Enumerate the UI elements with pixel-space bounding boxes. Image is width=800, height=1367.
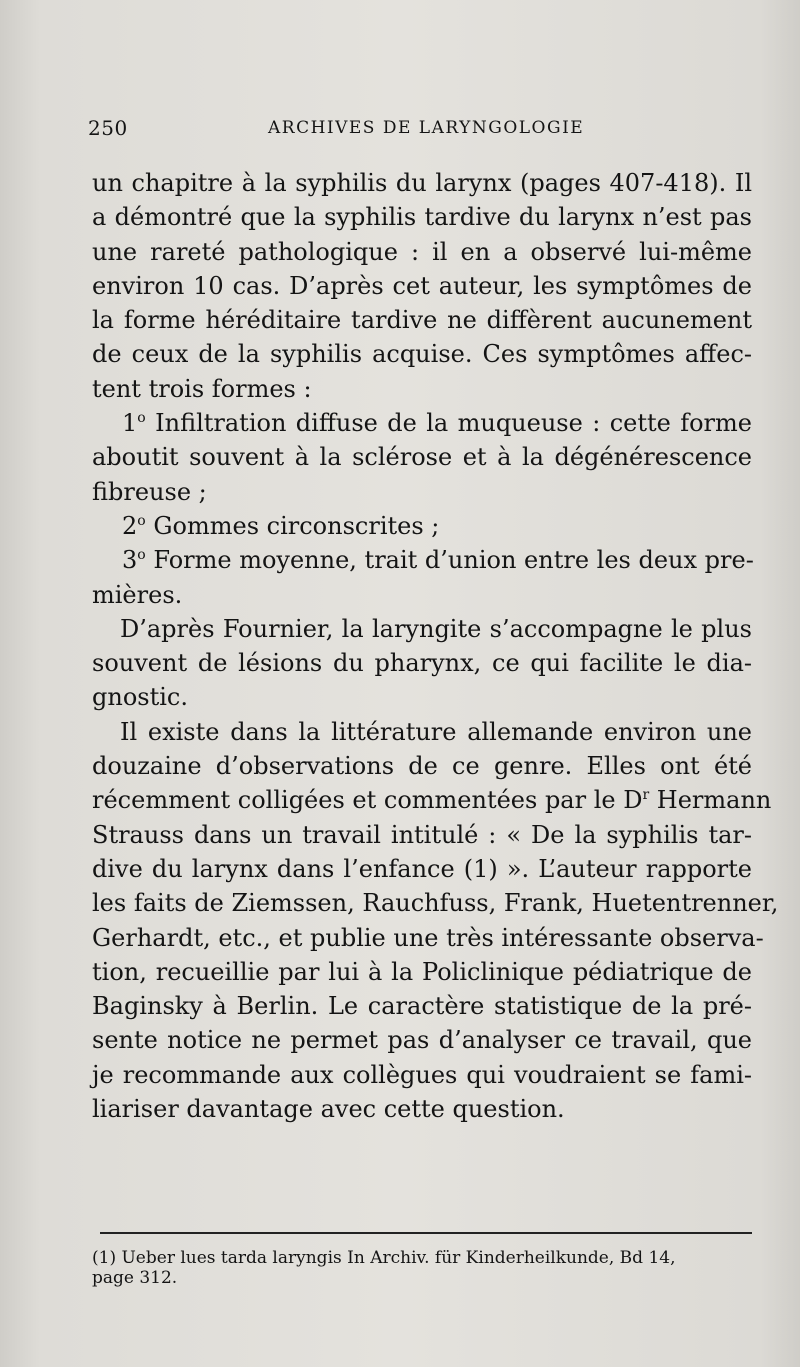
text-line: de ceux de la syphilis acquise. Ces symptômes affec- bbox=[92, 340, 752, 369]
text-line bbox=[92, 783, 772, 817]
text-segment: récemment colligées et commentées par le D bbox=[92, 786, 643, 815]
page-number: 250 bbox=[88, 116, 128, 140]
text-line: douzaine d’observations de ce genre. Elles ont été bbox=[92, 752, 752, 781]
running-title: ARCHIVES DE LARYNGOLOGIE bbox=[268, 118, 585, 138]
list-text: Forme moyenne, trait d’union entre les deux pre- bbox=[153, 546, 754, 575]
list-number: 1 bbox=[122, 409, 138, 438]
doctor-superscript: r bbox=[642, 787, 650, 804]
text-line: a démontré que la syphilis tardive du larynx n’est pas bbox=[92, 203, 752, 232]
text-line: gnostic. bbox=[92, 683, 188, 712]
footnote-line: (1) Ueber lues tarda laryngis In Archiv. für Kinderheilkunde, Bd 14, bbox=[92, 1248, 676, 1268]
list-item-2 bbox=[92, 509, 752, 543]
text-line: fibreuse ; bbox=[92, 477, 207, 506]
paragraph-start: Il existe dans la littérature allemande environ une bbox=[120, 717, 752, 746]
footnote-rule bbox=[100, 1232, 752, 1234]
text-line: liariser davantage avec cette question. bbox=[92, 1095, 565, 1124]
list-item-3 bbox=[92, 543, 752, 577]
text-line: les faits de Ziemssen, Rauchfuss, Frank, Huetentrenner, bbox=[92, 889, 779, 918]
text-line: Gerhardt, etc., et publie une très intéressante observa- bbox=[92, 923, 764, 952]
text-line: Strauss dans un travail intitulé : « De la syphilis tar- bbox=[92, 820, 752, 849]
text-line: aboutit souvent à la sclérose et à la dégénérescence bbox=[92, 443, 752, 472]
list-text: Infiltration diffuse de la muqueuse : cette forme bbox=[155, 409, 752, 438]
body-text bbox=[92, 166, 779, 1126]
paragraph-start: D’après Fournier, la laryngite s’accompagne le plus bbox=[120, 614, 752, 643]
footnote bbox=[92, 1248, 756, 1288]
list-number: 3 bbox=[122, 546, 138, 575]
text-line: la forme héréditaire tardive ne diffèrent aucunement bbox=[92, 306, 752, 335]
text-line: sente notice ne permet pas d’analyser ce travail, que bbox=[92, 1026, 752, 1055]
text-line: un chapitre à la syphilis du larynx (pages 407-418). Il bbox=[92, 169, 752, 197]
text-line: une rareté pathologique : il en a observé lui-même bbox=[92, 237, 752, 266]
text-line: tent trois formes : bbox=[92, 374, 312, 403]
page-header bbox=[88, 116, 728, 146]
text-line: dive du larynx dans l’enfance (1) ». L’auteur rapporte bbox=[92, 854, 752, 883]
text-line: je recommande aux collègues qui voudraient se fami- bbox=[92, 1060, 752, 1089]
text-line: Baginsky à Berlin. Le caractère statistique de la pré- bbox=[92, 992, 752, 1021]
text-line: environ 10 cas. D’après cet auteur, les symptômes de bbox=[92, 271, 752, 300]
list-number: 2 bbox=[122, 511, 138, 540]
text-line: souvent de lésions du pharynx, ce qui facilite le dia- bbox=[92, 649, 752, 678]
ordinal-mark: o bbox=[137, 547, 146, 564]
footnote-line: page 312. bbox=[92, 1268, 178, 1288]
text-line: mières. bbox=[92, 580, 183, 609]
text-line: tion, recueillie par lui à la Policlinique pédiatrique de bbox=[92, 957, 752, 986]
ordinal-mark: o bbox=[137, 512, 146, 529]
list-item-1 bbox=[92, 406, 752, 440]
list-text: Gommes circonscrites ; bbox=[153, 511, 440, 540]
ordinal-mark: o bbox=[137, 410, 146, 427]
doctor-name: Hermann bbox=[649, 786, 772, 815]
